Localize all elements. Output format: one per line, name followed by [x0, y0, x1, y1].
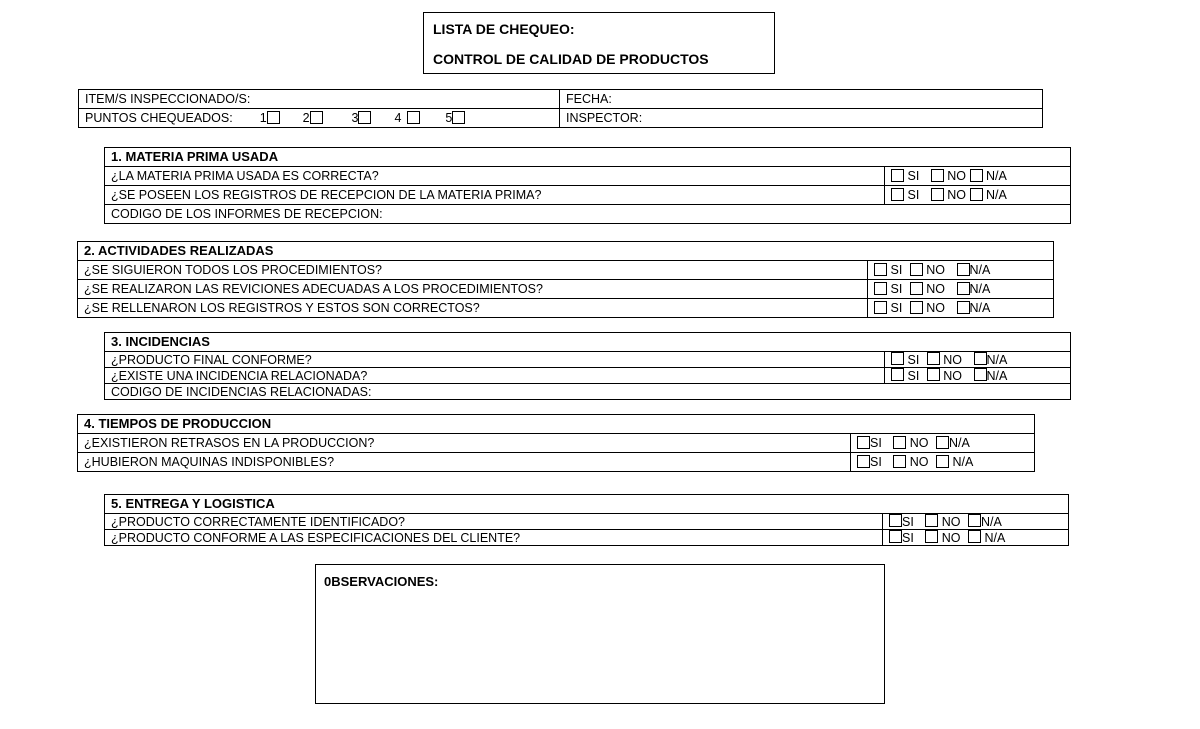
no-checkbox[interactable] — [910, 282, 923, 295]
si-checkbox[interactable] — [889, 514, 902, 527]
inspector-field[interactable] — [560, 109, 1043, 128]
section-3-title: 3. INCIDENCIAS — [105, 333, 1071, 352]
na-label: N/A — [969, 282, 991, 297]
na-label: N/A — [986, 352, 1008, 367]
si-checkbox[interactable] — [874, 263, 887, 276]
na-label: N/A — [981, 514, 1002, 529]
no-checkbox[interactable] — [931, 188, 944, 201]
na-checkbox[interactable] — [968, 514, 981, 527]
na-checkbox[interactable] — [970, 169, 983, 182]
na-label: N/A — [985, 169, 1007, 184]
no-label: NO — [926, 301, 946, 316]
point-2-checkbox[interactable] — [310, 111, 323, 124]
si-label: SI — [890, 263, 903, 278]
no-label: NO — [926, 263, 946, 278]
no-checkbox[interactable] — [925, 530, 938, 543]
na-label: N/A — [969, 263, 991, 278]
no-checkbox[interactable] — [927, 368, 940, 381]
question-2-2: ¿SE REALIZARON LAS REVICIONES ADECUADAS A LOS PROCEDIMIENTOS? — [78, 280, 868, 299]
na-checkbox[interactable] — [936, 455, 949, 468]
si-checkbox[interactable] — [857, 436, 870, 449]
no-checkbox[interactable] — [910, 263, 923, 276]
na-checkbox[interactable] — [957, 282, 970, 295]
answer-options-4-2 — [851, 453, 1035, 472]
section-entrega-logistica — [104, 494, 1069, 546]
na-checkbox[interactable] — [970, 188, 983, 201]
si-label: SI — [907, 368, 920, 383]
title-line-1: LISTA DE CHEQUEO: — [433, 21, 575, 37]
si-label: SI — [902, 514, 914, 529]
question-2-3: ¿SE RELLENARON LOS REGISTROS Y ESTOS SON CORRECTOS? — [78, 299, 868, 318]
point-4-label: 4 — [394, 111, 402, 125]
no-checkbox[interactable] — [910, 301, 923, 314]
inspector-label: INSPECTOR: — [566, 111, 643, 125]
point-1-label: 1 — [259, 111, 267, 125]
na-label: N/A — [984, 530, 1006, 545]
question-4-2: ¿HUBIERON MAQUINAS INDISPONIBLES? — [78, 453, 851, 472]
no-label: NO — [926, 282, 946, 297]
checked-points-label: PUNTOS CHEQUEADOS: — [85, 111, 233, 125]
si-label: SI — [870, 455, 882, 470]
section-2-title: 2. ACTIVIDADES REALIZADAS — [78, 242, 1054, 261]
incident-code-field[interactable]: CODIGO DE INCIDENCIAS RELACIONADAS: — [105, 384, 1071, 400]
na-label: N/A — [949, 436, 970, 451]
point-4-checkbox[interactable] — [407, 111, 420, 124]
section-5-title: 5. ENTREGA Y LOGISTICA — [105, 495, 1069, 514]
answer-options-3-1 — [885, 352, 1071, 368]
point-5-checkbox[interactable] — [452, 111, 465, 124]
si-checkbox[interactable] — [891, 368, 904, 381]
question-3-1: ¿PRODUCTO FINAL CONFORME? — [105, 352, 885, 368]
answer-options-1-2 — [885, 186, 1071, 205]
si-checkbox[interactable] — [891, 169, 904, 182]
question-5-2: ¿PRODUCTO CONFORME A LAS ESPECIFICACIONES DEL CLIENTE? — [105, 530, 883, 546]
answer-options-5-1 — [883, 514, 1069, 530]
answer-options-5-2 — [883, 530, 1069, 546]
question-4-1: ¿EXISTIERON RETRASOS EN LA PRODUCCION? — [78, 434, 851, 453]
na-checkbox[interactable] — [957, 263, 970, 276]
answer-options-2-2 — [868, 280, 1054, 299]
si-label: SI — [902, 530, 914, 545]
observations-box[interactable] — [315, 564, 885, 704]
na-label: N/A — [986, 368, 1008, 383]
si-label: SI — [890, 301, 903, 316]
na-checkbox[interactable] — [974, 352, 987, 365]
section-tiempos-produccion — [77, 414, 1035, 472]
na-label: N/A — [969, 301, 991, 316]
reception-report-code-field[interactable]: CODIGO DE LOS INFORMES DE RECEPCION: — [105, 205, 1071, 224]
no-label: NO — [947, 169, 967, 184]
question-1-1: ¿LA MATERIA PRIMA USADA ES CORRECTA? — [105, 167, 885, 186]
no-label: NO — [947, 188, 967, 203]
no-checkbox[interactable] — [931, 169, 944, 182]
na-checkbox[interactable] — [974, 368, 987, 381]
no-checkbox[interactable] — [893, 436, 906, 449]
question-2-1: ¿SE SIGUIERON TODOS LOS PROCEDIMIENTOS? — [78, 261, 868, 280]
section-materia-prima — [104, 147, 1071, 224]
point-5-label: 5 — [445, 111, 453, 125]
observations-label: 0BSERVACIONES: — [324, 574, 439, 589]
section-4-title: 4. TIEMPOS DE PRODUCCION — [78, 415, 1035, 434]
no-label: NO — [941, 514, 961, 529]
question-5-1: ¿PRODUCTO CORRECTAMENTE IDENTIFICADO? — [105, 514, 883, 530]
answer-options-1-1 — [885, 167, 1071, 186]
items-inspected-label: ITEM/S INSPECCIONADO/S: — [85, 92, 251, 106]
section-incidencias — [104, 332, 1071, 400]
point-1-checkbox[interactable] — [267, 111, 280, 124]
na-label: N/A — [985, 188, 1007, 203]
section-1-title: 1. MATERIA PRIMA USADA — [105, 148, 1071, 167]
answer-options-2-3 — [868, 299, 1054, 318]
answer-options-4-1 — [851, 434, 1035, 453]
si-label: SI — [870, 436, 882, 451]
question-3-2: ¿EXISTE UNA INCIDENCIA RELACIONADA? — [105, 368, 885, 384]
no-checkbox[interactable] — [925, 514, 938, 527]
no-checkbox[interactable] — [927, 352, 940, 365]
si-checkbox[interactable] — [889, 530, 902, 543]
si-label: SI — [907, 188, 920, 203]
checked-points-row — [79, 109, 560, 128]
no-label: NO — [943, 368, 963, 383]
si-label: SI — [907, 169, 920, 184]
no-label: NO — [941, 530, 961, 545]
date-label: FECHA: — [566, 92, 612, 106]
date-field[interactable] — [560, 90, 1043, 109]
si-label: SI — [890, 282, 903, 297]
answer-options-2-1 — [868, 261, 1054, 280]
no-label: NO — [909, 455, 929, 470]
si-label: SI — [907, 352, 920, 367]
title-line-2: CONTROL DE CALIDAD DE PRODUCTOS — [433, 51, 709, 67]
point-3-label: 3 — [351, 111, 359, 125]
si-checkbox[interactable] — [874, 282, 887, 295]
question-1-2: ¿SE POSEEN LOS REGISTROS DE RECEPCION DE LA MATERIA PRIMA? — [105, 186, 885, 205]
items-inspected-field[interactable] — [79, 90, 560, 109]
na-checkbox[interactable] — [957, 301, 970, 314]
si-checkbox[interactable] — [874, 301, 887, 314]
no-checkbox[interactable] — [893, 455, 906, 468]
point-2-label: 2 — [302, 111, 310, 125]
na-label: N/A — [952, 455, 974, 470]
document-title-box — [423, 12, 775, 74]
answer-options-3-2 — [885, 368, 1071, 384]
si-checkbox[interactable] — [891, 188, 904, 201]
section-actividades-realizadas — [77, 241, 1054, 318]
no-label: NO — [943, 352, 963, 367]
si-checkbox[interactable] — [891, 352, 904, 365]
na-checkbox[interactable] — [968, 530, 981, 543]
point-3-checkbox[interactable] — [358, 111, 371, 124]
no-label: NO — [909, 436, 929, 451]
na-checkbox[interactable] — [936, 436, 949, 449]
header-info-table — [78, 89, 1043, 128]
si-checkbox[interactable] — [857, 455, 870, 468]
